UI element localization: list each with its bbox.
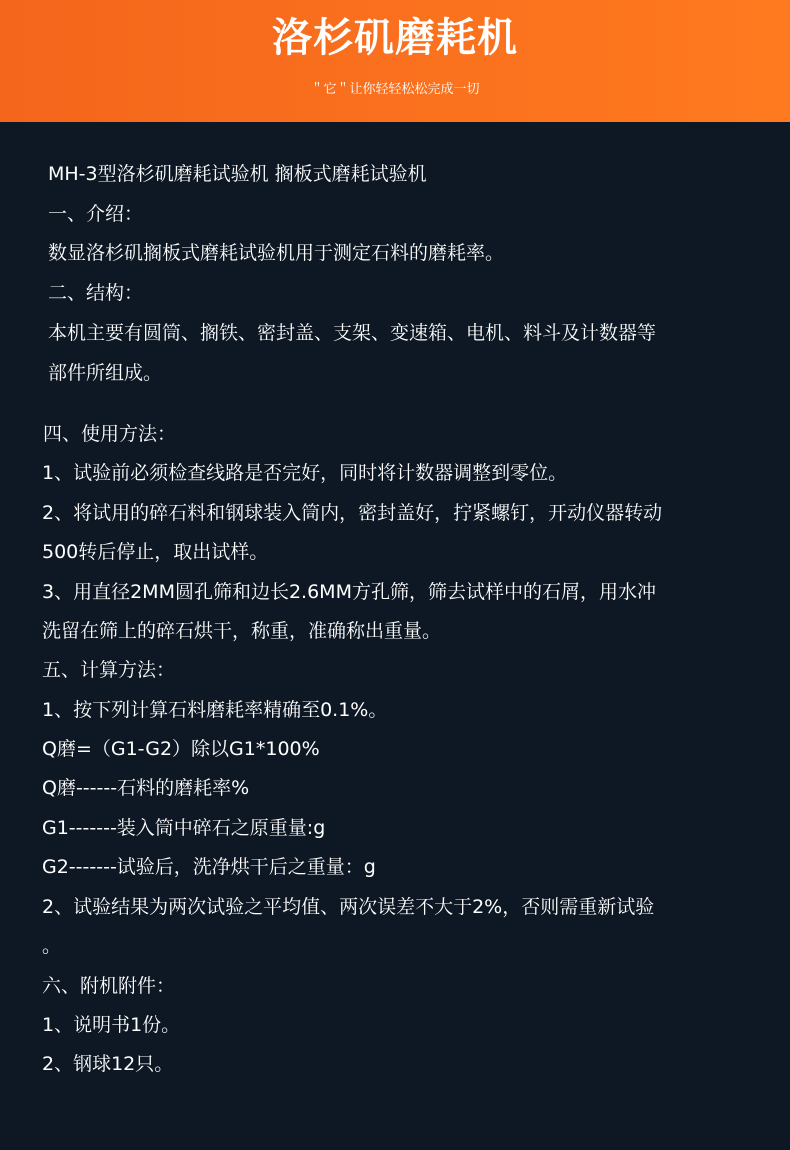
section-accessories-heading: 六、附机附件： <box>42 975 176 997</box>
model-line: MH-3型洛杉矶磨耗试验机 搁板式磨耗试验机 <box>48 163 427 185</box>
calculation-step-1: 1、按下列计算石料磨耗率精确至0.1%。 <box>42 699 388 721</box>
formula-definition-q: Q磨------石料的磨耗率% <box>42 777 250 799</box>
structure-text-line-1: 本机主要有圆筒、搁铁、密封盖、支架、变速箱、电机、料斗及计数器等 <box>48 322 657 344</box>
page-subtitle: ＂它＂让你轻轻松松完成一切 <box>310 82 480 97</box>
formula: Q磨=（G1-G2）除以G1*100% <box>42 738 320 760</box>
section-intro-heading: 一、介绍： <box>48 203 144 225</box>
usage-step-2-line-2: 500转后停止，取出试样。 <box>42 541 269 563</box>
usage-step-3-line-2: 洗留在筛上的碎石烘干，称重，准确称出重量。 <box>42 620 442 642</box>
page-title: 洛杉矶磨耗机 <box>272 15 518 61</box>
section-usage-heading: 四、使用方法： <box>43 423 177 445</box>
usage-step-2-line-1: 2、将试用的碎石料和钢球装入筒内，密封盖好，拧紧螺钉，开动仪器转动 <box>42 502 663 524</box>
accessory-item-2: 2、钢球12只。 <box>42 1053 174 1075</box>
intro-text: 数显洛杉矶搁板式磨耗试验机用于测定石料的磨耗率。 <box>48 242 505 264</box>
usage-step-3-line-1: 3、用直径2MM圆孔筛和边长2.6MM方孔筛，筛去试样中的石屑，用水冲 <box>42 581 656 603</box>
section-structure-heading: 二、结构： <box>48 282 144 304</box>
structure-text-line-2: 部件所组成。 <box>48 362 163 384</box>
section-calculation-heading: 五、计算方法： <box>42 659 176 681</box>
calculation-step-2-line-1: 2、试验结果为两次试验之平均值、两次误差不大于2%，否则需重新试验 <box>42 896 655 918</box>
accessory-item-1: 1、说明书1份。 <box>42 1014 181 1036</box>
calculation-step-2-line-2: 。 <box>42 935 62 957</box>
formula-definition-g1: G1-------装入筒中碎石之原重量:g <box>42 817 326 839</box>
usage-step-1: 1、试验前必须检查线路是否完好，同时将计数器调整到零位。 <box>42 462 568 484</box>
formula-definition-g2: G2-------试验后，洗净烘干后之重量：g <box>42 856 376 878</box>
